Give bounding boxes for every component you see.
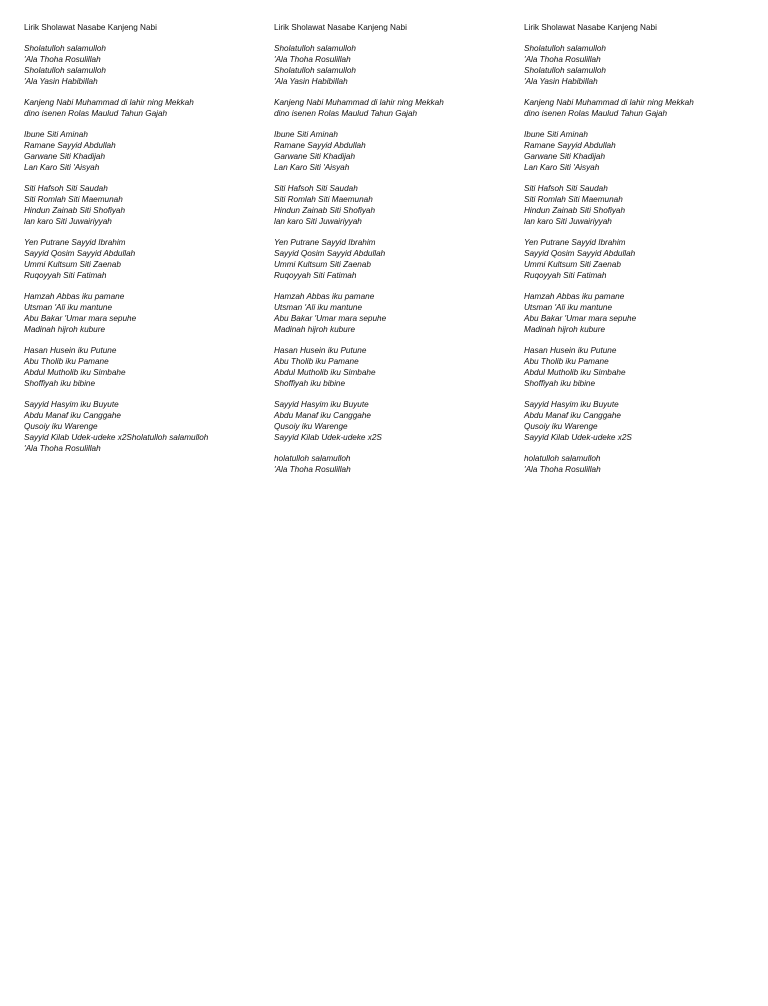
- lyric-line: Lan Karo Siti 'Aisyah: [274, 163, 350, 172]
- lyric-line: Shoffiyah iku bibine: [524, 379, 596, 388]
- stanza: [524, 97, 764, 119]
- lyric-line: Sholatulloh salamulloh: [524, 44, 606, 53]
- stanza: [274, 43, 514, 87]
- lyric-line: Sholatulloh salamulloh: [274, 44, 356, 53]
- lyric-line: lan karo Siti Juwairiyyah: [524, 217, 612, 226]
- lyric-line: Yen Putrane Sayyid Ibrahim: [274, 238, 376, 247]
- lyric-line: Abu Bakar 'Umar mara sepuhe: [524, 314, 637, 323]
- lyric-line: Ibune Siti Aminah: [24, 130, 88, 139]
- lyric-line: Lan Karo Siti 'Aisyah: [24, 163, 100, 172]
- lyric-line: Ramane Sayyid Abdullah: [524, 141, 616, 150]
- lyric-line: Qusoiy iku Warenge: [524, 422, 598, 431]
- lyric-line: Ummi Kultsum Siti Zaenab: [24, 260, 121, 269]
- stanza: [24, 43, 264, 87]
- lyrics-title: Lirik Sholawat Nasabe Kanjeng Nabi: [524, 23, 657, 32]
- lyric-line: Sayyid Kilab Udek-udeke x2S: [274, 433, 382, 442]
- lyric-line: Siti Hafsoh Siti Saudah: [274, 184, 358, 193]
- stanza: [24, 291, 264, 335]
- lyric-line: Ramane Sayyid Abdullah: [24, 141, 116, 150]
- stanza: [24, 97, 264, 119]
- stanza: [524, 237, 764, 281]
- lyric-line: 'Ala Thoha Rosulillah: [24, 55, 101, 64]
- lyric-line: Madinah hijroh kubure: [24, 325, 106, 334]
- lyric-line: Shoffiyah iku bibine: [274, 379, 346, 388]
- lyric-line: 'Ala Thoha Rosulillah: [524, 55, 601, 64]
- lyric-line: Garwane Siti Khadijah: [524, 152, 606, 161]
- lyric-line: holatulloh salamulloh: [524, 454, 601, 463]
- lyric-line: Hasan Husein iku Putune: [524, 346, 617, 355]
- lyric-line: Madinah hijroh kubure: [524, 325, 606, 334]
- lyric-line: Abdul Mutholib iku Simbahe: [274, 368, 376, 377]
- lyric-line: 'Ala Yasin Habibillah: [524, 77, 598, 86]
- lyric-line: Abdu Manaf iku Canggahe: [274, 411, 371, 420]
- lyric-line: lan karo Siti Juwairiyyah: [24, 217, 112, 226]
- stanza: [524, 453, 764, 475]
- lyric-line: Garwane Siti Khadijah: [274, 152, 356, 161]
- lyric-line: Ummi Kultsum Siti Zaenab: [274, 260, 371, 269]
- lyric-line: Utsman 'Ali iku mantune: [24, 303, 113, 312]
- stanza: [274, 291, 514, 335]
- lyric-line: Hamzah Abbas iku pamane: [524, 292, 625, 301]
- lyric-line: Utsman 'Ali iku mantune: [274, 303, 363, 312]
- lyric-line: Hamzah Abbas iku pamane: [274, 292, 375, 301]
- stanza: [524, 399, 764, 443]
- stanza: [274, 237, 514, 281]
- lyric-line: Siti Romlah Siti Maemunah: [524, 195, 623, 204]
- lyric-line: Abu Tholib iku Pamane: [24, 357, 109, 366]
- lyric-line: Sayyid Hasyim iku Buyute: [24, 400, 119, 409]
- stanza-list: [524, 43, 764, 475]
- lyrics-column-2: [274, 22, 514, 485]
- lyric-line: Abu Bakar 'Umar mara sepuhe: [274, 314, 387, 323]
- lyric-line: Yen Putrane Sayyid Ibrahim: [524, 238, 626, 247]
- lyric-line: Qusoiy iku Warenge: [24, 422, 98, 431]
- stanza-list: [24, 43, 264, 454]
- lyric-line: Ibune Siti Aminah: [274, 130, 338, 139]
- lyric-line: Kanjeng Nabi Muhammad di lahir ning Mekkah: [524, 98, 694, 107]
- lyric-line: Sayyid Qosim Sayyid Abdullah: [24, 249, 136, 258]
- lyric-line: Hamzah Abbas iku pamane: [24, 292, 125, 301]
- lyric-line: Abdu Manaf iku Canggahe: [524, 411, 621, 420]
- lyric-line: Abu Tholib iku Pamane: [524, 357, 609, 366]
- lyric-line: Hindun Zainab Siti Shofiyah: [274, 206, 376, 215]
- lyric-line: Kanjeng Nabi Muhammad di lahir ning Mekkah: [24, 98, 194, 107]
- lyric-line: Sayyid Qosim Sayyid Abdullah: [274, 249, 386, 258]
- stanza: [274, 345, 514, 389]
- stanza: [274, 453, 514, 475]
- lyric-line: Utsman 'Ali iku mantune: [524, 303, 613, 312]
- stanza: [24, 129, 264, 173]
- lyric-line: Hindun Zainab Siti Shofiyah: [524, 206, 626, 215]
- lyric-line: Sayyid Hasyim iku Buyute: [274, 400, 369, 409]
- lyric-line: Abu Tholib iku Pamane: [274, 357, 359, 366]
- stanza: [274, 129, 514, 173]
- lyric-line: Sayyid Hasyim iku Buyute: [524, 400, 619, 409]
- stanza: [24, 345, 264, 389]
- stanza: [524, 129, 764, 173]
- lyric-line: Madinah hijroh kubure: [274, 325, 356, 334]
- lyric-line: Sayyid Kilab Udek-udeke x2S: [524, 433, 632, 442]
- stanza: [524, 345, 764, 389]
- lyric-line: Ruqoyyah Siti Fatimah: [274, 271, 357, 280]
- lyric-line: Ummi Kultsum Siti Zaenab: [524, 260, 621, 269]
- lyric-line: Ruqoyyah Siti Fatimah: [524, 271, 607, 280]
- lyric-line: 'Ala Thoha Rosulillah: [274, 465, 351, 474]
- lyrics-column-3: [524, 22, 764, 485]
- lyric-line: holatulloh salamulloh: [274, 454, 351, 463]
- stanza: [274, 97, 514, 119]
- stanza: [24, 399, 264, 454]
- stanza: [524, 291, 764, 335]
- lyric-line: 'Ala Thoha Rosulillah: [274, 55, 351, 64]
- lyrics-title: Lirik Sholawat Nasabe Kanjeng Nabi: [274, 23, 407, 32]
- lyric-line: dino isenen Rolas Maulud Tahun Gajah: [524, 109, 668, 118]
- lyric-line: 'Ala Yasin Habibillah: [274, 77, 348, 86]
- lyric-line: Abdul Mutholib iku Simbahe: [24, 368, 126, 377]
- lyric-line: Sholatulloh salamulloh: [24, 44, 106, 53]
- stanza: [274, 399, 514, 443]
- stanza: [524, 43, 764, 87]
- lyric-line: Ruqoyyah Siti Fatimah: [24, 271, 107, 280]
- lyric-line: Siti Romlah Siti Maemunah: [24, 195, 123, 204]
- lyrics-column-1: [24, 22, 264, 464]
- lyric-line: Sholatulloh salamulloh: [274, 66, 356, 75]
- stanza-list: [274, 43, 514, 475]
- lyric-line: 'Ala Thoha Rosulillah: [24, 444, 101, 453]
- lyric-line: lan karo Siti Juwairiyyah: [274, 217, 362, 226]
- lyric-line: Siti Hafsoh Siti Saudah: [524, 184, 608, 193]
- lyric-line: Abdu Manaf iku Canggahe: [24, 411, 121, 420]
- lyric-line: Garwane Siti Khadijah: [24, 152, 106, 161]
- lyric-line: Qusoiy iku Warenge: [274, 422, 348, 431]
- lyric-line: Hasan Husein iku Putune: [24, 346, 117, 355]
- lyric-line: Abdul Mutholib iku Simbahe: [524, 368, 626, 377]
- lyrics-title: Lirik Sholawat Nasabe Kanjeng Nabi: [24, 23, 157, 32]
- lyric-line: 'Ala Yasin Habibillah: [24, 77, 98, 86]
- lyric-line: 'Ala Thoha Rosulillah: [524, 465, 601, 474]
- lyric-line: Ramane Sayyid Abdullah: [274, 141, 366, 150]
- lyric-line: Shoffiyah iku bibine: [24, 379, 96, 388]
- lyric-line: Kanjeng Nabi Muhammad di lahir ning Mekkah: [274, 98, 444, 107]
- lyric-line: Yen Putrane Sayyid Ibrahim: [24, 238, 126, 247]
- stanza: [524, 183, 764, 227]
- lyric-line: Hasan Husein iku Putune: [274, 346, 367, 355]
- lyric-line: Siti Romlah Siti Maemunah: [274, 195, 373, 204]
- lyric-line: dino isenen Rolas Maulud Tahun Gajah: [274, 109, 418, 118]
- lyric-line: Lan Karo Siti 'Aisyah: [524, 163, 600, 172]
- stanza: [24, 237, 264, 281]
- lyric-line: Sayyid Kilab Udek-udeke x2Sholatulloh salamulloh: [24, 433, 209, 442]
- lyric-line: Sayyid Qosim Sayyid Abdullah: [524, 249, 636, 258]
- lyric-line: dino isenen Rolas Maulud Tahun Gajah: [24, 109, 168, 118]
- stanza: [274, 183, 514, 227]
- lyric-line: Sholatulloh salamulloh: [524, 66, 606, 75]
- lyric-line: Siti Hafsoh Siti Saudah: [24, 184, 108, 193]
- lyric-line: Hindun Zainab Siti Shofiyah: [24, 206, 126, 215]
- lyric-line: Abu Bakar 'Umar mara sepuhe: [24, 314, 137, 323]
- lyric-line: Ibune Siti Aminah: [524, 130, 588, 139]
- lyric-line: Sholatulloh salamulloh: [24, 66, 106, 75]
- stanza: [24, 183, 264, 227]
